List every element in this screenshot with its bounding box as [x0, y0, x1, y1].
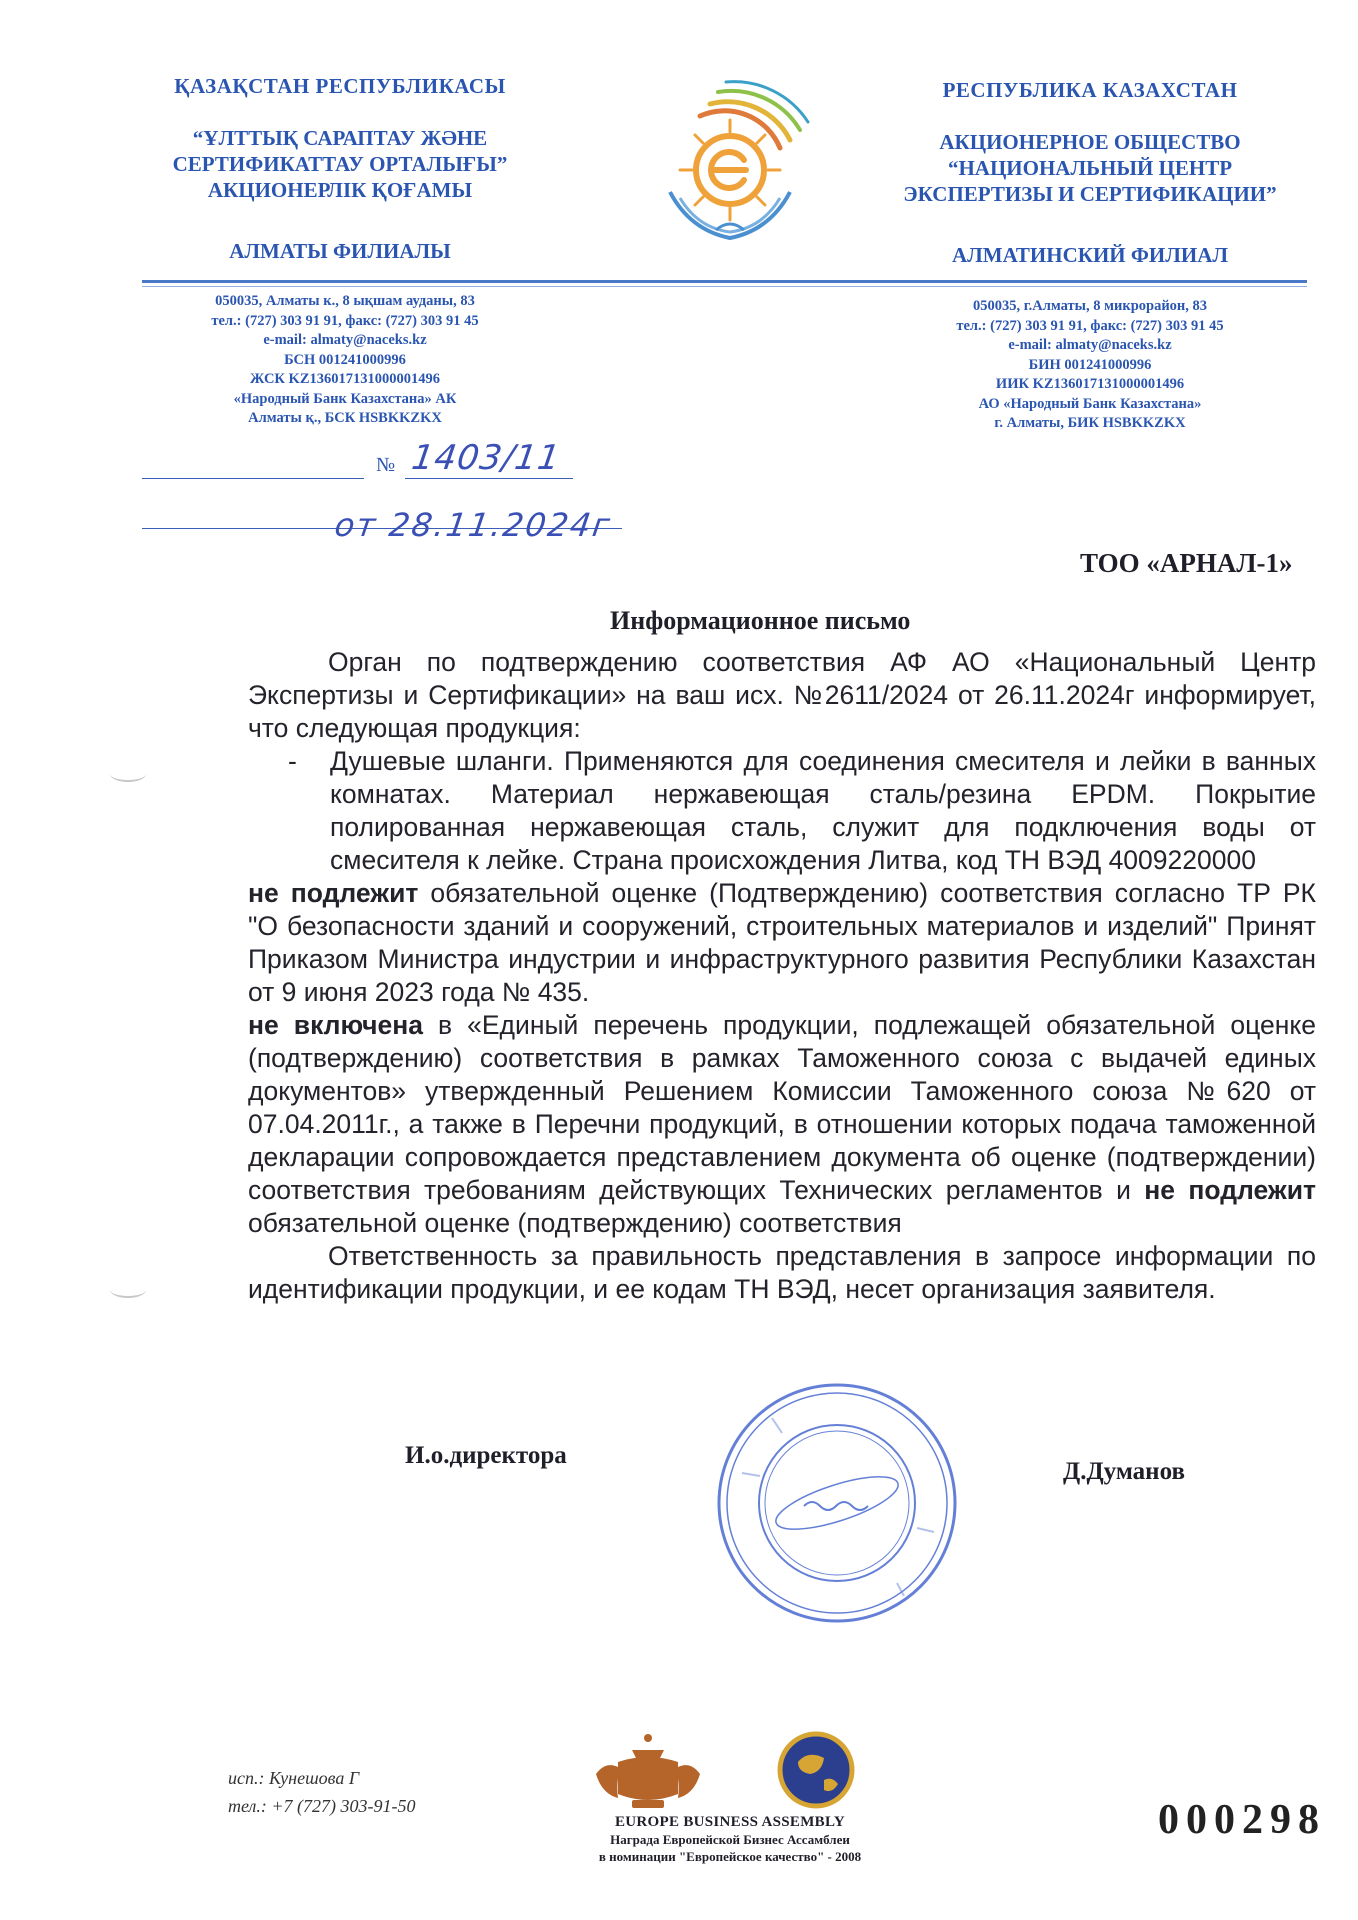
- recipient: ТОО «АРНАЛ-1»: [1080, 548, 1293, 578]
- requisite-line: ЖСК KZ136017131000001496: [249, 371, 441, 387]
- country-russian: РЕСПУБЛИКА КАЗАХСТАН: [942, 78, 1238, 102]
- org-line: ЭКСПЕРТИЗЫ И СЕРТИФИКАЦИИ”: [903, 182, 1277, 206]
- org-name-russian: [860, 129, 1320, 207]
- punch-mark: [110, 1282, 146, 1298]
- org-line: СЕРТИФИКАТТАУ ОРТАЛЫҒЫ”: [172, 152, 508, 176]
- emphasis: не подлежит: [1144, 1175, 1316, 1205]
- letter-body: [248, 646, 1316, 1306]
- ref-line-right: [405, 478, 573, 479]
- emphasis: не подлежит: [248, 878, 419, 908]
- emphasis: не включена: [248, 1010, 423, 1040]
- signatory-role: И.о.директора: [405, 1442, 567, 1469]
- ref-line-left: [142, 478, 364, 479]
- branch-russian: АЛМАТИНСКИЙ ФИЛИАЛ: [951, 243, 1229, 267]
- country-kazakh: ҚАЗАҚСТАН РЕСПУБЛИКАСЫ: [174, 74, 506, 98]
- header-divider: [142, 280, 1307, 283]
- award-title: EUROPE BUSINESS ASSEMBLY: [614, 1814, 846, 1830]
- letterhead-russian: [860, 78, 1320, 268]
- signatory-name: Д.Думанов: [1063, 1458, 1185, 1485]
- requisite-line: тел.: (727) 303 91 91, факс: (727) 303 91 45: [956, 317, 1224, 334]
- executor-info: [228, 1764, 416, 1820]
- paragraph-responsibility: Ответственность за правильность представления в запросе информации по идентификации продукции, и ее кодам ТН ВЭД, несет организация заявителя.: [248, 1241, 1316, 1304]
- org-line: “ҰЛТТЫҚ САРАПТАУ ЖӘНЕ: [192, 126, 488, 150]
- requisite-line: «Народный Банк Казахстана» АК: [233, 390, 457, 407]
- round-seal-stamp-icon: [712, 1378, 962, 1628]
- requisite-line: 050035, Алматы к., 8 ықшам ауданы, 83: [215, 293, 475, 309]
- bullet-dash: -: [288, 746, 297, 776]
- requisite-line: e-mail: almaty@naceks.kz: [1008, 337, 1172, 353]
- punch-mark: [110, 766, 146, 782]
- requisite-line: г. Алматы, БИК HSBKKZKX: [994, 415, 1186, 431]
- sun-emblem-logo-icon: [640, 80, 820, 260]
- org-line: “НАЦИОНАЛЬНЫЙ ЦЕНТР: [947, 156, 1233, 180]
- serial-number: 000298: [1158, 1797, 1326, 1843]
- org-name-kazakh: [120, 125, 560, 203]
- requisite-line: тел.: (727) 303 91 91, факс: (727) 303 91 45: [211, 312, 479, 329]
- award-caption: [545, 1814, 915, 1865]
- award-line: в номинации "Европейское качество" - 2008: [598, 1849, 862, 1864]
- requisite-line: 050035, г.Алматы, 8 микрорайон, 83: [972, 298, 1208, 314]
- paragraph-intro: Орган по подтверждению соответствия АФ АО «Национальный Центр Экспертизы и Сертификации» на ваш исх. №2611/2024 от 26.11.2024г информирует, что следующая продукция:: [248, 647, 1316, 743]
- product-list-item: [248, 745, 1316, 877]
- paragraph-text: в «Единый перечень продукции, подлежащей обязательной оценке (подтверждению) соответствия в рамках Таможенного союза с выдачей единых документов» утвержденный Решением Комиссии Таможенного союза №620 от 07.04.2011г., а также в Перечни продукций, в отношении которых подача таможенной декларации сопровождается представлением документа об оценке (подтверждении) соответствия требованиям действующих Технических регламентов и: [248, 1010, 1316, 1205]
- requisite-line: БСН 001241000996: [284, 351, 406, 368]
- ref-date-value: от 28.11.2024г: [332, 506, 615, 544]
- ref-number-value: 1403/11: [409, 438, 564, 478]
- product-description: Душевые шланги. Применяются для соединения смесителя и лейки в ванных комнатах. Материал нержавеющая сталь/резина EPDM. Покрытие полированная нержавеющая сталь, служит для подключения воды от смесителя к лейке. Страна происхождения Литва, код ТН ВЭД 4009220000: [330, 746, 1316, 875]
- requisites-kazakh: [150, 292, 540, 429]
- paragraph-not-included: [248, 1009, 1316, 1240]
- paragraph-not-subject: [248, 877, 1316, 1009]
- requisite-line: e-mail: almaty@naceks.kz: [263, 332, 427, 348]
- branch-kazakh: АЛМАТЫ ФИЛИАЛЫ: [229, 239, 451, 263]
- award-line: Награда Европейской Бизнес Ассамблеи: [610, 1832, 850, 1847]
- org-line: АКЦИОНЕРЛІК ҚОҒАМЫ: [207, 178, 473, 202]
- header-divider-thin: [142, 286, 1307, 287]
- award-emblems-icon: [588, 1728, 878, 1812]
- document-title: Информационное письмо: [610, 606, 911, 635]
- requisites-russian: [890, 297, 1290, 434]
- ref-number-label: №: [376, 454, 396, 476]
- requisite-line: ИИК KZ136017131000001496: [995, 376, 1185, 392]
- paragraph-text: обязательной оценке (Подтверждению) соответствия согласно ТР РК "О безопасности зданий и сооружений, строительных материалов и изделий" Принят Приказом Министра индустрии и инфраструктурного развития Республики Казахстан от 9 июня 2023 года № 435.: [248, 878, 1316, 1007]
- org-line: АКЦИОНЕРНОЕ ОБЩЕСТВО: [939, 130, 1241, 154]
- paragraph-text: обязательной оценке (подтверждению) соответствия: [248, 1208, 902, 1238]
- executor-phone: тел.: +7 (727) 303-91-50: [228, 1796, 416, 1816]
- executor-name: исп.: Кунешова Г: [228, 1768, 360, 1788]
- letterhead-kazakh: [120, 74, 560, 264]
- requisite-line: АО «Народный Банк Казахстана»: [978, 395, 1202, 412]
- requisite-line: БИН 001241000996: [1028, 356, 1152, 373]
- requisite-line: Алматы қ., БСК HSBKKZKX: [248, 410, 442, 426]
